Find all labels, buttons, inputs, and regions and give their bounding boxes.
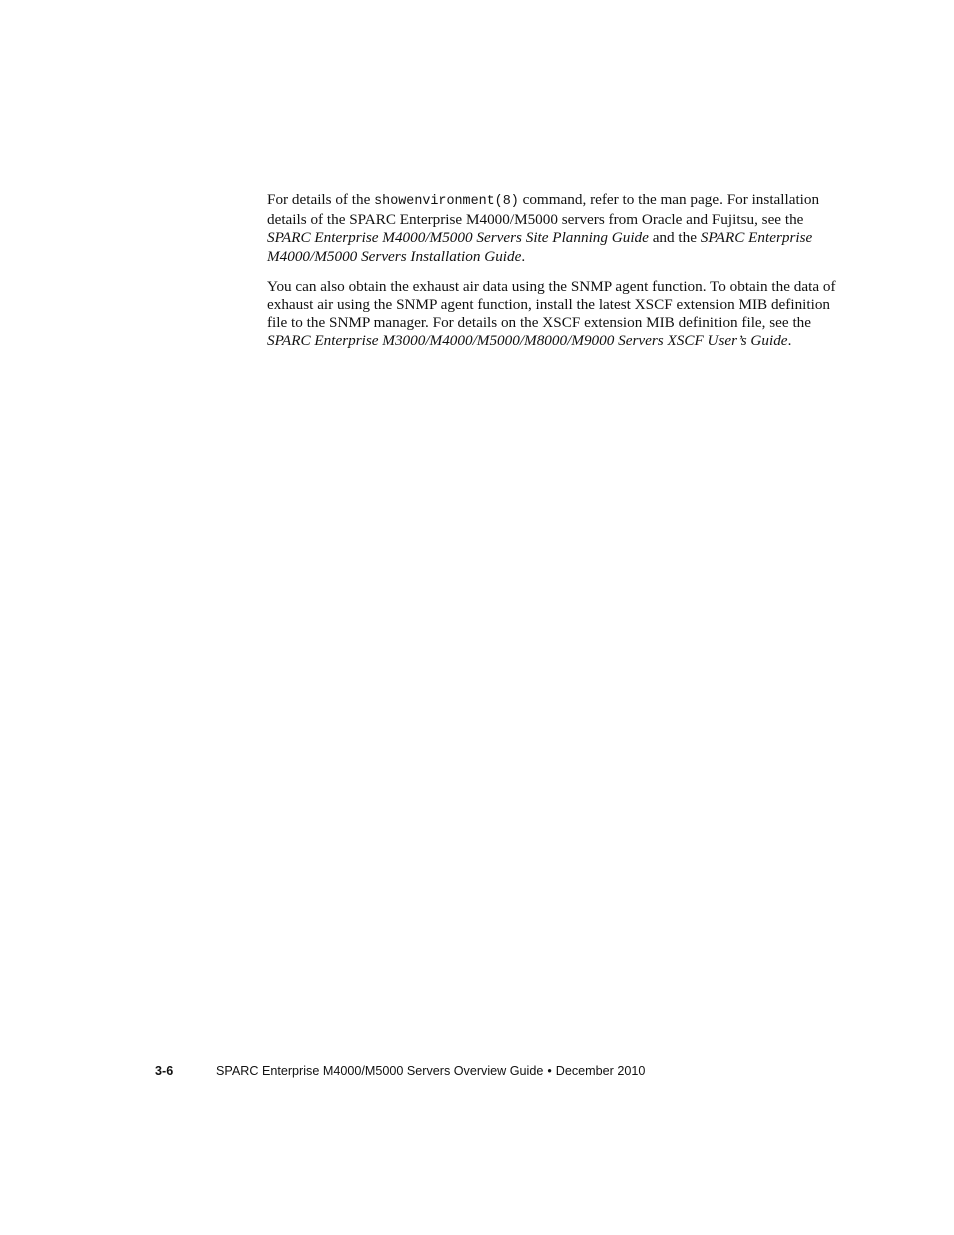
publication-date: December 2010 (555, 1064, 646, 1078)
paragraph-showenvironment (267, 191, 837, 266)
book-title: SPARC Enterprise M4000/M5000 Servers Overview Guide (216, 1064, 544, 1078)
paragraph2-text-b: . (787, 332, 792, 350)
command-showenvironment: showenvironment(8) (374, 194, 519, 209)
xscf-users-guide-title: SPARC Enterprise M3000/M4000/M5000/M8000/M9000 Servers XSCF User’s Guide (267, 332, 788, 350)
site-planning-guide-title: SPARC Enterprise M4000/M5000 Servers Site Planning Guide (267, 229, 649, 247)
paragraph-snmp (267, 278, 837, 351)
page-footer (155, 1063, 645, 1079)
paragraph1-text-c: and the (648, 229, 701, 247)
paragraph1-text-b: command, refer to the man page. For installation details of the SPARC Enterprise M4000/M5000 servers from Oracle and Fujitsu, see the (267, 191, 820, 229)
page-number: 3-6 (155, 1064, 174, 1078)
body-text (267, 191, 837, 363)
paragraph1-text-a: For details of the (267, 191, 375, 208)
paragraph1-text-d: . (521, 247, 526, 265)
footer-separator: • (547, 1064, 552, 1078)
installation-guide-title: SPARC Enterprise M4000/M5000 Servers Installation Guide (267, 229, 813, 265)
paragraph2-text-a: You can also obtain the exhaust air data using the SNMP agent function. To obtain the data of exhaust air using the SNMP agent function, install the latest XSCF extension MIB definition file to the SNMP manager. For details on the XSCF extension MIB definition file, see the (267, 277, 836, 332)
